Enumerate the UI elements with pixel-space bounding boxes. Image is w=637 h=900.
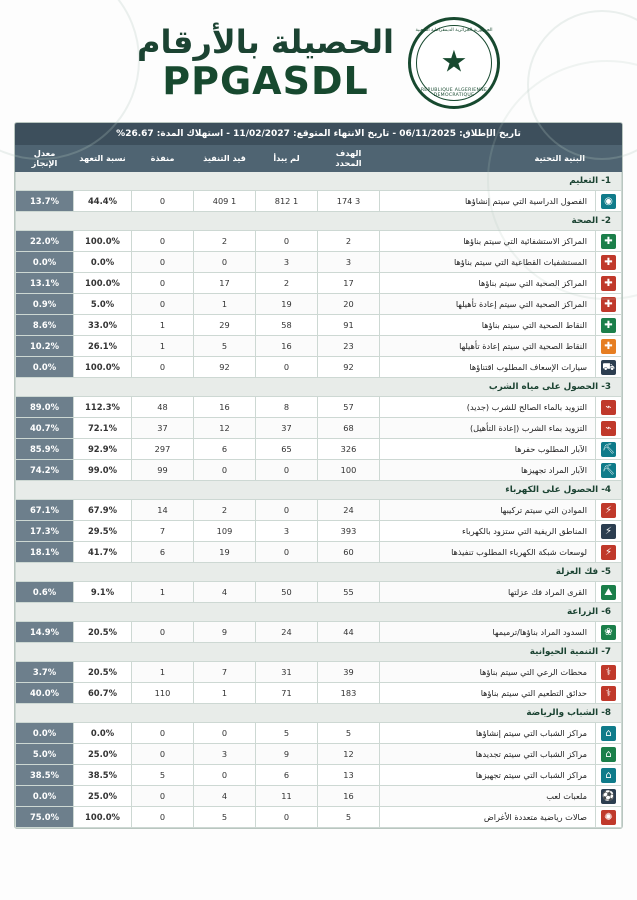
row-target: 55 bbox=[318, 582, 380, 603]
row-not-started: 24 bbox=[256, 622, 318, 643]
row-target: 39 bbox=[318, 662, 380, 683]
table-row bbox=[16, 273, 622, 294]
row-not-started: 0 bbox=[256, 460, 318, 481]
row-target: 44 bbox=[318, 622, 380, 643]
dates-banner: تاريخ الإطلاق: 06/11/2025 - تاريخ الانتهاء المتوقع: 11/02/2027 - استهلاك المدة: 26.67% bbox=[16, 124, 622, 145]
section-header-row bbox=[16, 603, 622, 622]
row-in-progress: 109 bbox=[194, 521, 256, 542]
row-achievement-rate: 67.1% bbox=[16, 500, 74, 521]
row-achievement-rate: 22.0% bbox=[16, 231, 74, 252]
row-completed: 0 bbox=[132, 231, 194, 252]
row-target: 5 bbox=[318, 807, 380, 828]
row-not-started: 5 bbox=[256, 723, 318, 744]
header-icon-col bbox=[596, 145, 622, 172]
table-row bbox=[16, 542, 622, 563]
row-icon-cell bbox=[596, 357, 622, 378]
row-not-started: 31 bbox=[256, 662, 318, 683]
row-completed: 297 bbox=[132, 439, 194, 460]
row-target: 3 bbox=[318, 252, 380, 273]
row-icon-cell bbox=[596, 460, 622, 481]
row-icon-cell bbox=[596, 191, 622, 212]
table-row bbox=[16, 357, 622, 378]
playground-icon: ⚽ bbox=[602, 790, 615, 802]
row-achievement-rate: 40.0% bbox=[16, 683, 74, 704]
row-completed: 0 bbox=[132, 252, 194, 273]
row-completed: 1 bbox=[132, 315, 194, 336]
hospital-icon: ✚ bbox=[601, 234, 616, 249]
row-icon-cell bbox=[596, 315, 622, 336]
row-not-started: 8 bbox=[256, 397, 318, 418]
row-achievement-rate: 18.1% bbox=[16, 542, 74, 563]
row-label: مراكز الشباب التي سيتم إنشاؤها bbox=[380, 723, 596, 744]
vet-station-icon: ⚕ bbox=[601, 665, 616, 680]
section-header-row bbox=[16, 378, 622, 397]
table-row bbox=[16, 807, 622, 828]
section-title: 6- الزراعة bbox=[16, 603, 622, 622]
youth-center-equip-icon: ⌂ bbox=[601, 768, 616, 783]
row-commitment-rate: 9.1% bbox=[74, 582, 132, 603]
row-achievement-rate: 85.9% bbox=[16, 439, 74, 460]
row-completed: 1 bbox=[132, 662, 194, 683]
section-header-row bbox=[16, 643, 622, 662]
section-title: 5- فك العزلة bbox=[16, 563, 622, 582]
solar-panel-icon: ⚡ bbox=[601, 524, 616, 539]
row-icon-cell bbox=[596, 582, 622, 603]
row-icon-cell bbox=[596, 521, 622, 542]
row-in-progress: 16 bbox=[194, 397, 256, 418]
row-commitment-rate: 33.0% bbox=[74, 315, 132, 336]
table-row bbox=[16, 521, 622, 542]
row-target: 92 bbox=[318, 357, 380, 378]
row-completed: 0 bbox=[132, 744, 194, 765]
row-target: 100 bbox=[318, 460, 380, 481]
row-icon-cell bbox=[596, 542, 622, 563]
row-not-started: 37 bbox=[256, 418, 318, 439]
row-not-started: 3 bbox=[256, 521, 318, 542]
table-row bbox=[16, 622, 622, 643]
row-achievement-rate: 3.7% bbox=[16, 662, 74, 683]
header-structure: البنية التحتية bbox=[380, 145, 596, 172]
national-emblem-icon bbox=[408, 17, 500, 109]
row-target: 68 bbox=[318, 418, 380, 439]
row-label: الآبار المطلوب حفرها bbox=[380, 439, 596, 460]
row-in-progress: 92 bbox=[194, 357, 256, 378]
row-target: 23 bbox=[318, 336, 380, 357]
row-achievement-rate: 0.0% bbox=[16, 252, 74, 273]
row-in-progress: 1 409 bbox=[194, 191, 256, 212]
row-not-started: 2 bbox=[256, 273, 318, 294]
section-title: 2- الصحة bbox=[16, 212, 622, 231]
table-row bbox=[16, 683, 622, 704]
row-icon-cell bbox=[596, 231, 622, 252]
row-icon-cell bbox=[596, 336, 622, 357]
row-label: النقاط الصحية التي سيتم إعادة تأهيلها bbox=[380, 336, 596, 357]
youth-center-icon: ⌂ bbox=[601, 726, 616, 741]
section-header-row bbox=[16, 563, 622, 582]
row-label: المستشفيات القطاعية التي سيتم بناؤها bbox=[380, 252, 596, 273]
row-icon-cell bbox=[596, 397, 622, 418]
row-completed: 0 bbox=[132, 807, 194, 828]
youth-center-renew-icon: ⌂ bbox=[601, 747, 616, 762]
row-achievement-rate: 0.0% bbox=[16, 357, 74, 378]
row-achievement-rate: 75.0% bbox=[16, 807, 74, 828]
row-in-progress: 3 bbox=[194, 744, 256, 765]
results-table-container bbox=[14, 122, 623, 829]
section-title: 1- التعليم bbox=[16, 172, 622, 191]
row-in-progress: 0 bbox=[194, 460, 256, 481]
table-row bbox=[16, 460, 622, 481]
row-completed: 0 bbox=[132, 786, 194, 807]
table-row bbox=[16, 418, 622, 439]
table-row bbox=[16, 500, 622, 521]
row-target: 12 bbox=[318, 744, 380, 765]
row-label: المراكز الصحية التي سيتم بناؤها bbox=[380, 273, 596, 294]
row-commitment-rate: 0.0% bbox=[74, 252, 132, 273]
row-commitment-rate: 112.3% bbox=[74, 397, 132, 418]
row-completed: 14 bbox=[132, 500, 194, 521]
table-row bbox=[16, 191, 622, 212]
health-point-icon: ✚ bbox=[601, 318, 616, 333]
row-commitment-rate: 25.0% bbox=[74, 744, 132, 765]
row-in-progress: 2 bbox=[194, 231, 256, 252]
row-target: 13 bbox=[318, 765, 380, 786]
row-in-progress: 0 bbox=[194, 252, 256, 273]
table-row bbox=[16, 336, 622, 357]
row-commitment-rate: 100.0% bbox=[74, 273, 132, 294]
row-in-progress: 17 bbox=[194, 273, 256, 294]
row-icon-cell bbox=[596, 500, 622, 521]
row-label: ملعبات لعب bbox=[380, 786, 596, 807]
row-in-progress: 0 bbox=[194, 765, 256, 786]
well-equip-icon: ⛏ bbox=[602, 464, 615, 476]
row-label: حدائق التطعيم التي سيتم بناؤها bbox=[380, 683, 596, 704]
row-in-progress: 1 bbox=[194, 294, 256, 315]
row-not-started: 71 bbox=[256, 683, 318, 704]
header-not-started: لم يبدأ bbox=[256, 145, 318, 172]
row-label: الآبار المراد تجهيزها bbox=[380, 460, 596, 481]
row-not-started: 0 bbox=[256, 500, 318, 521]
row-label: مراكز الشباب التي سيتم تجديدها bbox=[380, 744, 596, 765]
row-label: المراكز الاستشفائية التي سيتم بناؤها bbox=[380, 231, 596, 252]
row-achievement-rate: 0.9% bbox=[16, 294, 74, 315]
dates-banner-row bbox=[16, 124, 622, 145]
table-row bbox=[16, 439, 622, 460]
row-label: الموادن التي سيتم تركيبها bbox=[380, 500, 596, 521]
row-icon-cell bbox=[596, 807, 622, 828]
header-achievement-rate: معدل الإنجاز bbox=[16, 145, 74, 172]
row-commitment-rate: 20.5% bbox=[74, 662, 132, 683]
row-completed: 99 bbox=[132, 460, 194, 481]
section-title: 8- الشباب والرياضة bbox=[16, 704, 622, 723]
row-not-started: 58 bbox=[256, 315, 318, 336]
vaccination-icon: ⚕ bbox=[601, 686, 616, 701]
row-target: 17 bbox=[318, 273, 380, 294]
row-label: التزويد بماء الشرب (إعادة التأهيل) bbox=[380, 418, 596, 439]
row-target: 3 174 bbox=[318, 191, 380, 212]
row-target: 326 bbox=[318, 439, 380, 460]
page-title-latin: PPGASDL bbox=[162, 59, 369, 103]
health-center-renovate-icon: ✚ bbox=[601, 297, 616, 312]
row-achievement-rate: 0.6% bbox=[16, 582, 74, 603]
row-icon-cell bbox=[596, 273, 622, 294]
row-commitment-rate: 72.1% bbox=[74, 418, 132, 439]
row-in-progress: 9 bbox=[194, 622, 256, 643]
row-not-started: 3 bbox=[256, 252, 318, 273]
road-icon: ⛰ bbox=[601, 585, 616, 600]
row-achievement-rate: 38.5% bbox=[16, 765, 74, 786]
clinic-icon: ✚ bbox=[601, 255, 616, 270]
row-completed: 110 bbox=[132, 683, 194, 704]
row-icon-cell bbox=[596, 662, 622, 683]
footer-spacer bbox=[0, 829, 637, 839]
row-commitment-rate: 5.0% bbox=[74, 294, 132, 315]
row-in-progress: 7 bbox=[194, 662, 256, 683]
agriculture-icon: ❀ bbox=[601, 625, 616, 640]
row-commitment-rate: 20.5% bbox=[74, 622, 132, 643]
row-target: 183 bbox=[318, 683, 380, 704]
row-icon-cell bbox=[596, 622, 622, 643]
row-not-started: 16 bbox=[256, 336, 318, 357]
row-commitment-rate: 25.0% bbox=[74, 786, 132, 807]
ambulance-icon: ⛟ bbox=[602, 361, 615, 373]
health-point-renovate-icon: ✚ bbox=[601, 339, 616, 354]
row-completed: 0 bbox=[132, 622, 194, 643]
row-icon-cell bbox=[596, 723, 622, 744]
row-label: المناطق الريفية التي ستزود بالكهرباء bbox=[380, 521, 596, 542]
row-achievement-rate: 14.9% bbox=[16, 622, 74, 643]
row-completed: 6 bbox=[132, 542, 194, 563]
row-achievement-rate: 8.6% bbox=[16, 315, 74, 336]
row-icon-cell bbox=[596, 765, 622, 786]
well-drill-icon: ⛏ bbox=[602, 443, 615, 455]
row-not-started: 50 bbox=[256, 582, 318, 603]
row-target: 57 bbox=[318, 397, 380, 418]
row-icon-cell bbox=[596, 786, 622, 807]
row-commitment-rate: 38.5% bbox=[74, 765, 132, 786]
row-commitment-rate: 26.1% bbox=[74, 336, 132, 357]
row-commitment-rate: 67.9% bbox=[74, 500, 132, 521]
emblem-top-text: الجمهورية الجزائرية الديمقراطية الشعبية bbox=[415, 28, 493, 33]
row-completed: 7 bbox=[132, 521, 194, 542]
row-in-progress: 6 bbox=[194, 439, 256, 460]
row-target: 16 bbox=[318, 786, 380, 807]
row-label: السدود المراد بناؤها/ترميمها bbox=[380, 622, 596, 643]
row-commitment-rate: 100.0% bbox=[74, 231, 132, 252]
row-label: المراكز الصحية التي سيتم إعادة تأهيلها bbox=[380, 294, 596, 315]
row-achievement-rate: 0.0% bbox=[16, 723, 74, 744]
section-title: 7- التنمية الحيوانية bbox=[16, 643, 622, 662]
row-icon-cell bbox=[596, 418, 622, 439]
water-tap-icon: ⌁ bbox=[601, 400, 616, 415]
row-label: النقاط الصحية التي سيتم بناؤها bbox=[380, 315, 596, 336]
row-completed: 0 bbox=[132, 273, 194, 294]
row-completed: 0 bbox=[132, 357, 194, 378]
row-in-progress: 29 bbox=[194, 315, 256, 336]
row-completed: 1 bbox=[132, 582, 194, 603]
page-header bbox=[0, 0, 637, 118]
row-in-progress: 4 bbox=[194, 582, 256, 603]
row-completed: 0 bbox=[132, 191, 194, 212]
row-achievement-rate: 0.0% bbox=[16, 786, 74, 807]
emblem-bottom-text: REPUBLIQUE ALGERIENNE DEMOCRATIQUE bbox=[420, 88, 488, 98]
header-in-progress: قيد التنفيذ bbox=[194, 145, 256, 172]
row-not-started: 0 bbox=[256, 807, 318, 828]
table-row bbox=[16, 723, 622, 744]
row-achievement-rate: 13.1% bbox=[16, 273, 74, 294]
row-completed: 1 bbox=[132, 336, 194, 357]
row-achievement-rate: 10.2% bbox=[16, 336, 74, 357]
row-target: 24 bbox=[318, 500, 380, 521]
row-not-started: 6 bbox=[256, 765, 318, 786]
health-center-icon: ✚ bbox=[601, 276, 616, 291]
header-target: الهدف المحدد bbox=[318, 145, 380, 172]
section-header-row bbox=[16, 481, 622, 500]
section-header-row bbox=[16, 212, 622, 231]
row-commitment-rate: 60.7% bbox=[74, 683, 132, 704]
row-not-started: 11 bbox=[256, 786, 318, 807]
row-completed: 37 bbox=[132, 418, 194, 439]
row-target: 60 bbox=[318, 542, 380, 563]
row-not-started: 0 bbox=[256, 542, 318, 563]
row-achievement-rate: 40.7% bbox=[16, 418, 74, 439]
power-plant-icon: ⚡ bbox=[601, 503, 616, 518]
row-label: الفصول الدراسية التي سيتم إنشاؤها bbox=[380, 191, 596, 212]
table-row bbox=[16, 231, 622, 252]
table-row bbox=[16, 765, 622, 786]
row-not-started: 65 bbox=[256, 439, 318, 460]
table-row bbox=[16, 397, 622, 418]
row-achievement-rate: 13.7% bbox=[16, 191, 74, 212]
section-title: 4- الحصول على الكهرباء bbox=[16, 481, 622, 500]
section-header-row bbox=[16, 704, 622, 723]
table-row bbox=[16, 662, 622, 683]
row-in-progress: 12 bbox=[194, 418, 256, 439]
row-target: 91 bbox=[318, 315, 380, 336]
row-icon-cell bbox=[596, 294, 622, 315]
table-row bbox=[16, 582, 622, 603]
header-completed: منفذة bbox=[132, 145, 194, 172]
row-completed: 48 bbox=[132, 397, 194, 418]
emblem-star-icon: ★ bbox=[440, 44, 468, 80]
row-target: 393 bbox=[318, 521, 380, 542]
row-in-progress: 5 bbox=[194, 807, 256, 828]
row-in-progress: 4 bbox=[194, 786, 256, 807]
table-row bbox=[16, 252, 622, 273]
row-icon-cell bbox=[596, 683, 622, 704]
row-not-started: 9 bbox=[256, 744, 318, 765]
sports-hall-icon: ✺ bbox=[601, 810, 616, 825]
section-header-row bbox=[16, 172, 622, 191]
header-commitment-rate: نسبة التعهد bbox=[74, 145, 132, 172]
row-in-progress: 19 bbox=[194, 542, 256, 563]
row-label: محطات الرعي التي سيتم بناؤها bbox=[380, 662, 596, 683]
section-title: 3- الحصول على مياه الشرب bbox=[16, 378, 622, 397]
school-icon: ◉ bbox=[601, 194, 616, 209]
row-commitment-rate: 29.5% bbox=[74, 521, 132, 542]
row-commitment-rate: 41.7% bbox=[74, 542, 132, 563]
row-completed: 0 bbox=[132, 294, 194, 315]
column-header-row bbox=[16, 145, 622, 172]
row-commitment-rate: 100.0% bbox=[74, 807, 132, 828]
row-not-started: 1 812 bbox=[256, 191, 318, 212]
row-achievement-rate: 5.0% bbox=[16, 744, 74, 765]
row-icon-cell bbox=[596, 252, 622, 273]
row-in-progress: 0 bbox=[194, 723, 256, 744]
row-in-progress: 1 bbox=[194, 683, 256, 704]
title-block bbox=[137, 23, 394, 103]
row-commitment-rate: 100.0% bbox=[74, 357, 132, 378]
row-achievement-rate: 89.0% bbox=[16, 397, 74, 418]
row-label: لوسعات شبكة الكهرباء المطلوب تنفيذها bbox=[380, 542, 596, 563]
row-label: القرى المراد فك عزلتها bbox=[380, 582, 596, 603]
water-rehab-icon: ⌁ bbox=[601, 421, 616, 436]
row-commitment-rate: 44.4% bbox=[74, 191, 132, 212]
row-completed: 0 bbox=[132, 723, 194, 744]
row-target: 20 bbox=[318, 294, 380, 315]
row-label: مراكز الشباب التي سيتم تجهيزها bbox=[380, 765, 596, 786]
results-table bbox=[15, 123, 622, 828]
row-label: سيارات الإسعاف المطلوب اقتناؤها bbox=[380, 357, 596, 378]
table-row bbox=[16, 294, 622, 315]
row-target: 5 bbox=[318, 723, 380, 744]
row-commitment-rate: 99.0% bbox=[74, 460, 132, 481]
row-in-progress: 2 bbox=[194, 500, 256, 521]
row-not-started: 19 bbox=[256, 294, 318, 315]
row-completed: 5 bbox=[132, 765, 194, 786]
table-row bbox=[16, 315, 622, 336]
row-in-progress: 5 bbox=[194, 336, 256, 357]
row-commitment-rate: 0.0% bbox=[74, 723, 132, 744]
page-title-arabic: الحصيلة بالأرقام bbox=[137, 23, 394, 61]
table-row bbox=[16, 786, 622, 807]
row-achievement-rate: 17.3% bbox=[16, 521, 74, 542]
row-target: 2 bbox=[318, 231, 380, 252]
row-icon-cell bbox=[596, 744, 622, 765]
row-commitment-rate: 92.9% bbox=[74, 439, 132, 460]
row-icon-cell bbox=[596, 439, 622, 460]
row-label: التزويد بالماء الصالح للشرب (جديد) bbox=[380, 397, 596, 418]
grid-extension-icon: ⚡ bbox=[601, 545, 616, 560]
row-not-started: 0 bbox=[256, 357, 318, 378]
row-not-started: 0 bbox=[256, 231, 318, 252]
row-label: صالات رياضية متعددة الأغراض bbox=[380, 807, 596, 828]
row-achievement-rate: 74.2% bbox=[16, 460, 74, 481]
table-row bbox=[16, 744, 622, 765]
